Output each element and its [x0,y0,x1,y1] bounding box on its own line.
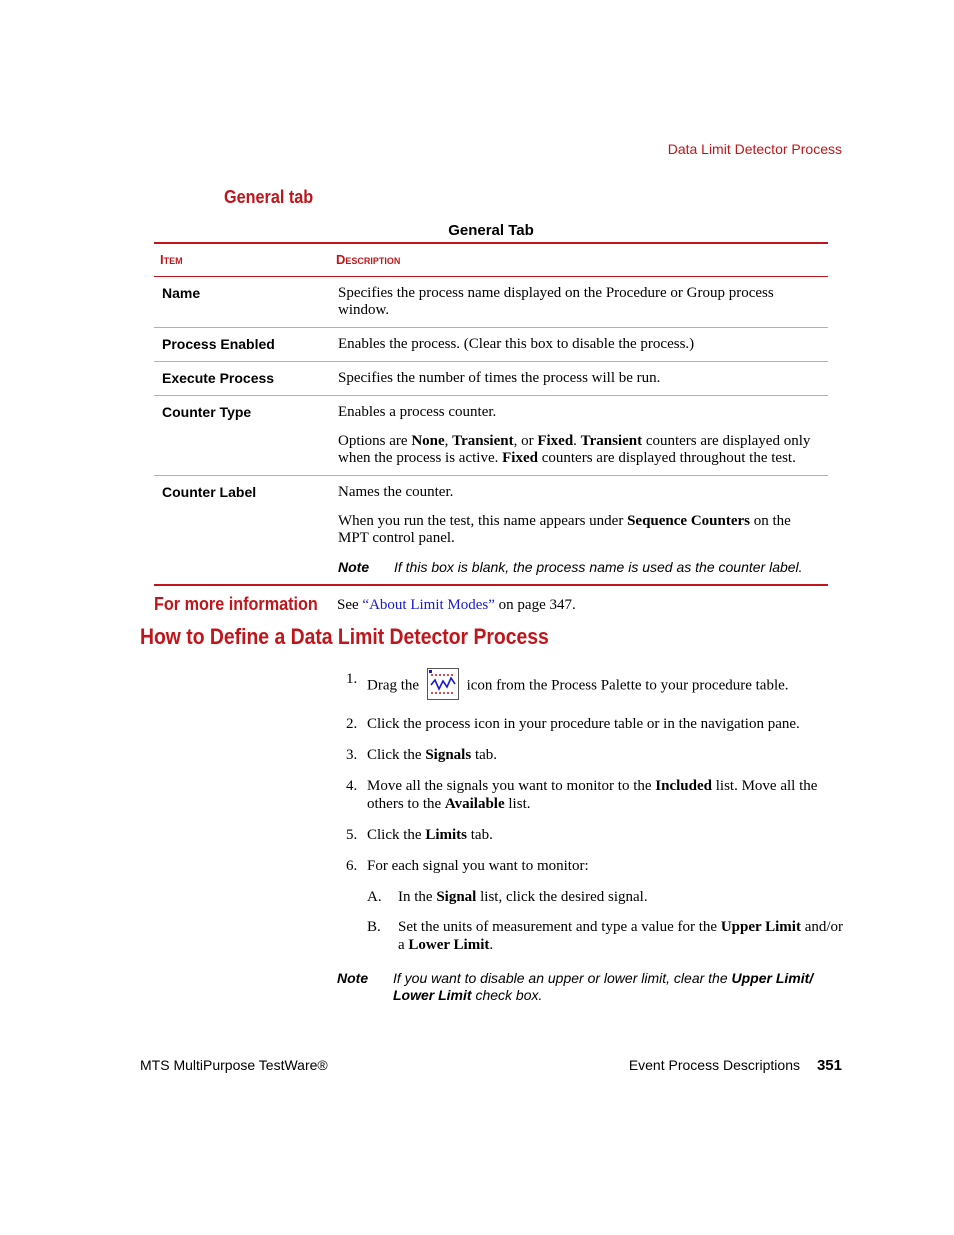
footer-section-name: Event Process Descriptions [628,1057,800,1073]
column-header-description: Description [336,252,401,267]
note-label: Note [338,559,370,575]
list-item: 2. Click the process icon in your procedure table or in the navigation pane. [346,716,800,732]
data-limit-detector-icon [427,668,459,700]
procedure-steps [337,670,847,966]
row-item: Counter Type [162,404,252,420]
row-description: Specifies the number of times the process will be run. [338,370,661,386]
procedure-heading: How to Define a Data Limit Detector Process [140,624,549,649]
footer-product-name: MTS MultiPurpose TestWare® [140,1057,328,1073]
list-item: 1. Drag the icon from the Process Palette to your procedure table. [337,670,847,702]
row-description: Specifies the process name displayed on the Procedure or Group process window. [338,285,774,318]
page-number: 351 [816,1057,842,1074]
row-description: Enables a process counter. Options are None, Transient, or Fixed. Transient counters are displayed only when the process is active. Fixed counters are displayed throughout the test. [338,404,811,466]
column-header-item: Item [160,252,183,267]
note-text: If you want to disable an upper or lower limit, clear the Upper Limit/ Lower Limit check box. [393,970,814,1003]
row-description: Names the counter. When you run the test, this name appears under Sequence Counters on the MPT control panel. Note If this box is blank, the process name is used as the counter label. [330,476,828,586]
table-row [154,396,828,476]
section-heading: General tab [224,187,314,207]
list-item: 4. Move all the signals you want to monitor to the Included list. Move all the others to the Available list. [346,778,818,812]
general-tab-table [154,242,828,586]
list-item: 3. Click the Signals tab. [346,747,498,763]
note-label: Note [337,970,369,986]
list-item: B. Set the units of measurement and type a value for the Upper Limit and/or a Lower Limit. [367,919,844,953]
about-limit-modes-link[interactable]: “About Limit Modes” [362,597,495,613]
row-item: Counter Label [162,484,257,500]
list-item: 6. For each signal you want to monitor: [346,858,589,874]
list-item: 5. Click the Limits tab. [346,827,493,843]
more-info-label: For more information [154,594,318,614]
list-item: A. In the Signal list, click the desired signal. [367,889,648,905]
table-header-row [154,243,828,277]
row-item: Name [162,285,201,301]
procedure-note [337,970,827,1004]
table-row [154,476,828,586]
table-row [154,328,828,362]
table-row [154,362,828,396]
table-caption: General Tab [448,222,534,239]
note-text: If this box is blank, the process name is used as the counter label. [394,559,803,575]
table-note [338,559,818,576]
more-info-text: See “About Limit Modes” on page 347. [337,597,576,613]
running-header: Data Limit Detector Process [667,141,842,157]
row-item: Execute Process [162,370,275,386]
row-item: Process Enabled [162,336,275,352]
row-description: Enables the process. (Clear this box to disable the process.) [338,336,695,352]
table-row [154,277,828,328]
